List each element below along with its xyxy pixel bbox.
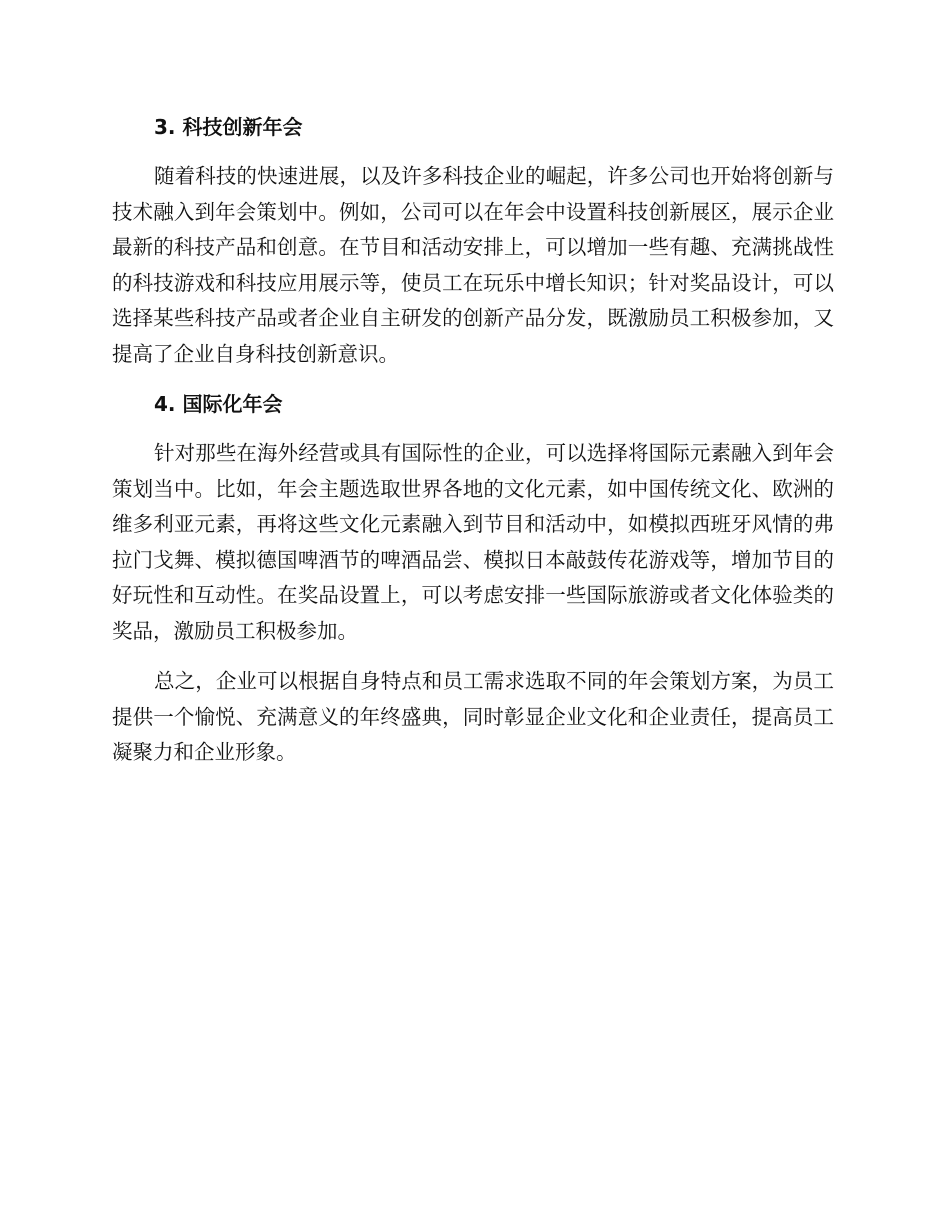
document-body: [112, 110, 834, 771]
spacer: [112, 144, 834, 159]
spacer: [112, 421, 834, 436]
section-paragraph-international: 针对那些在海外经营或具有国际性的企业，可以选择将国际元素融入到年会策划当中。比如，年会主题选取世界各地的文化元素，如中国传统文化、欧洲的维多利亚元素，再将这些文化元素融入到节目和活动中，如模拟西班牙风情的弗拉门戈舞、模拟德国啤酒节的啤酒品尝、模拟日本敲鼓传花游戏等，增加节目的好玩性和互动性。在奖品设置上，可以考虑安排一些国际旅游或者文化体验类的奖品，激励员工积极参加。: [112, 441, 834, 643]
spacer: [112, 649, 834, 664]
section-heading-international: 4. 国际化年会: [154, 392, 283, 416]
conclusion-paragraph: 总之，企业可以根据自身特点和员工需求选取不同的年会策划方案，为员工提供一个愉悦、充满意义的年终盛典，同时彰显企业文化和企业责任，提高员工凝聚力和企业形象。: [112, 669, 834, 764]
section-heading-tech-innovation: 3. 科技创新年会: [154, 115, 303, 139]
section-paragraph-tech-innovation: 随着科技的快速进展，以及许多科技企业的崛起，许多公司也开始将创新与技术融入到年会策划中。例如，公司可以在年会中设置科技创新展区，展示企业最新的科技产品和创意。在节目和活动安排上，可以增加一些有趣、充满挑战性的科技游戏和科技应用展示等，使员工在玩乐中增长知识；针对奖品设计，可以选择某些科技产品或者企业自主研发的创新产品分发，既激励员工积极参加，又提高了企业自身科技创新意识。: [112, 164, 834, 366]
spacer: [112, 372, 834, 387]
